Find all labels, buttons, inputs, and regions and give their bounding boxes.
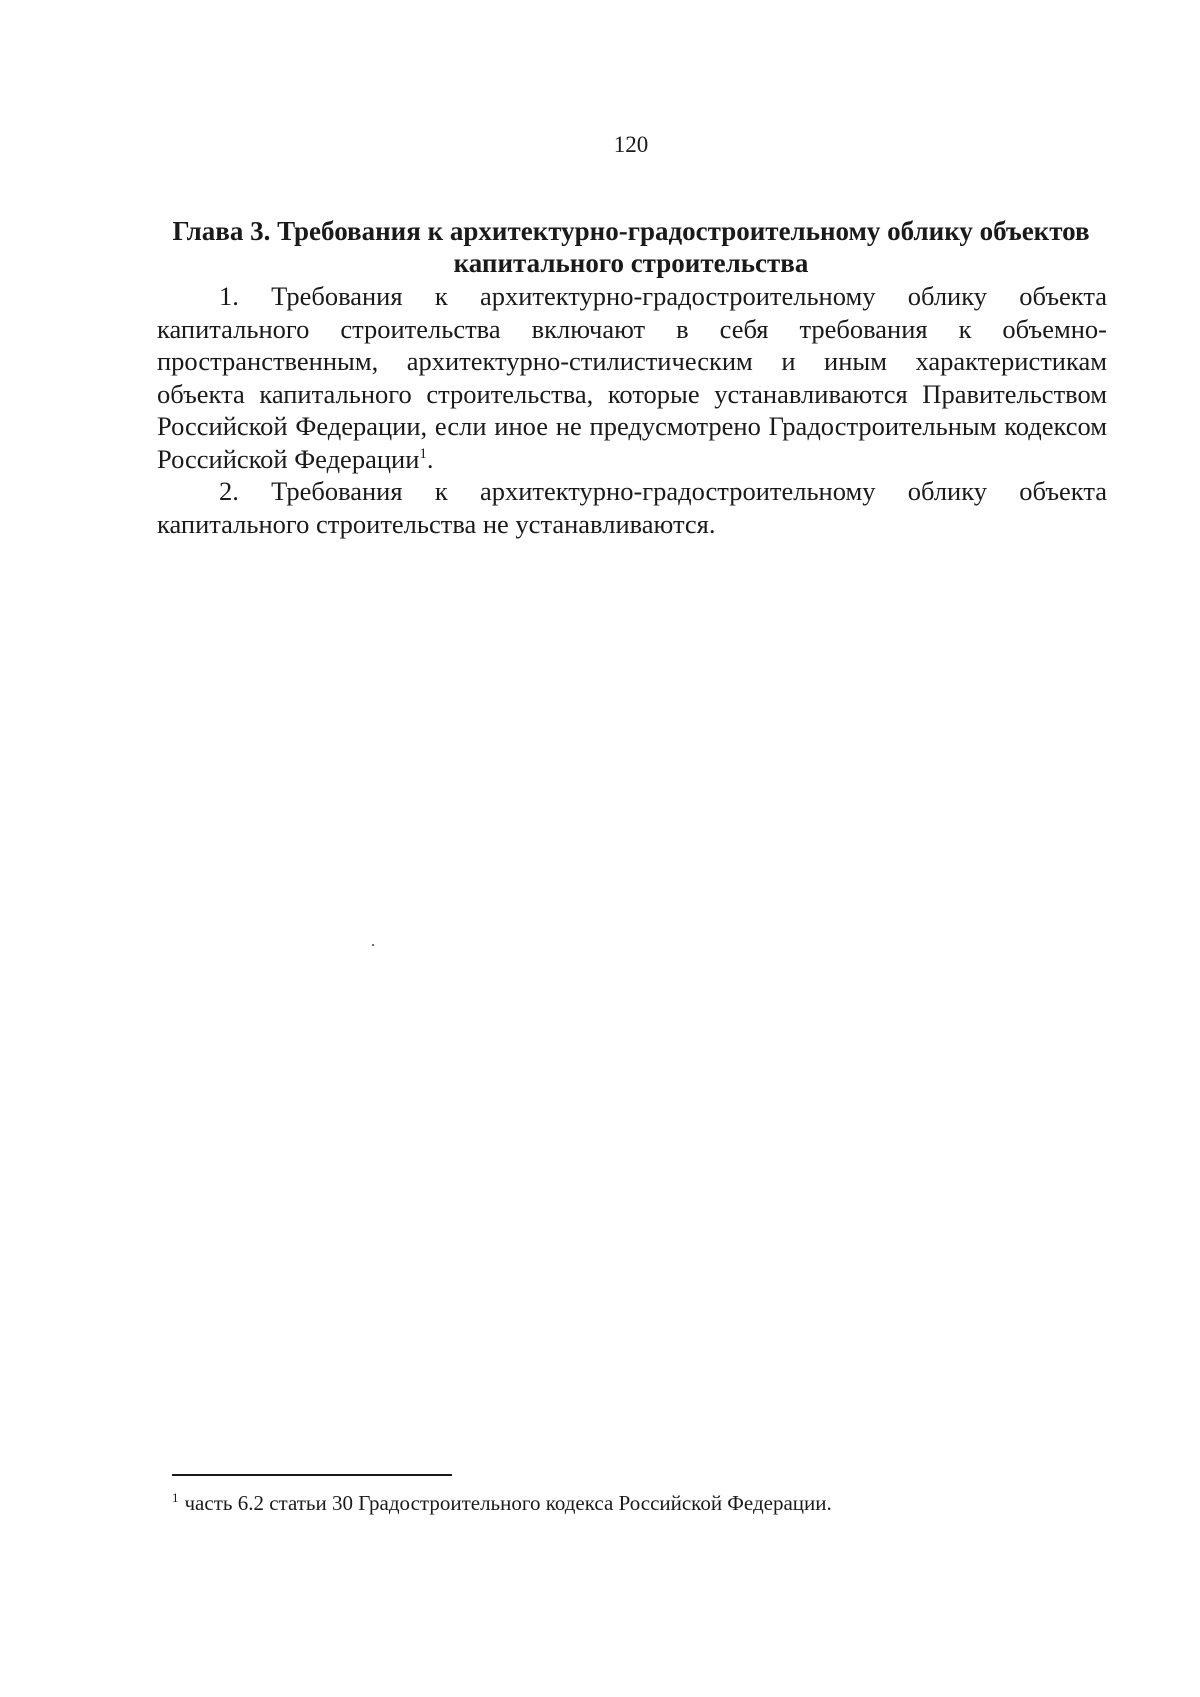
- paragraph-1-tail: .: [426, 443, 434, 474]
- paragraph-2-text: 2. Требования к архитектурно-градостроительному облику объекта капитального строительства не устанавливаются.: [157, 476, 1107, 539]
- chapter-title-line-2: капитального строительства: [453, 248, 809, 278]
- body-text: [157, 280, 1107, 540]
- footnote-reference[interactable]: 1: [419, 445, 427, 462]
- footnote-marker: 1: [172, 1490, 179, 1505]
- footnote: [172, 1489, 1102, 1517]
- paragraph-1: [157, 280, 1107, 475]
- chapter-title-line-1: Глава 3. Требования к архитектурно-градостроительному облику объектов: [172, 216, 1090, 246]
- footnote-separator: [172, 1474, 452, 1476]
- paragraph-1-text: 1. Требования к архитектурно-градостроительному облику объекта капитального строительства включают в себя требования к объемно-пространственным, архитектурно-стилистическим и иным характеристикам объекта капитального строительства, которые устанавливаются Правительством Российской Федерации, если иное не предусмотрено Градостроительным кодексом Российской Федерации: [157, 281, 1107, 474]
- chapter-title: [155, 215, 1107, 279]
- scan-speck: [372, 944, 374, 946]
- footnote-text: часть 6.2 статьи 30 Градостроительного кодекса Российской Федерации.: [184, 1491, 832, 1515]
- page-number: 120: [613, 132, 649, 157]
- paragraph-2: [157, 475, 1107, 540]
